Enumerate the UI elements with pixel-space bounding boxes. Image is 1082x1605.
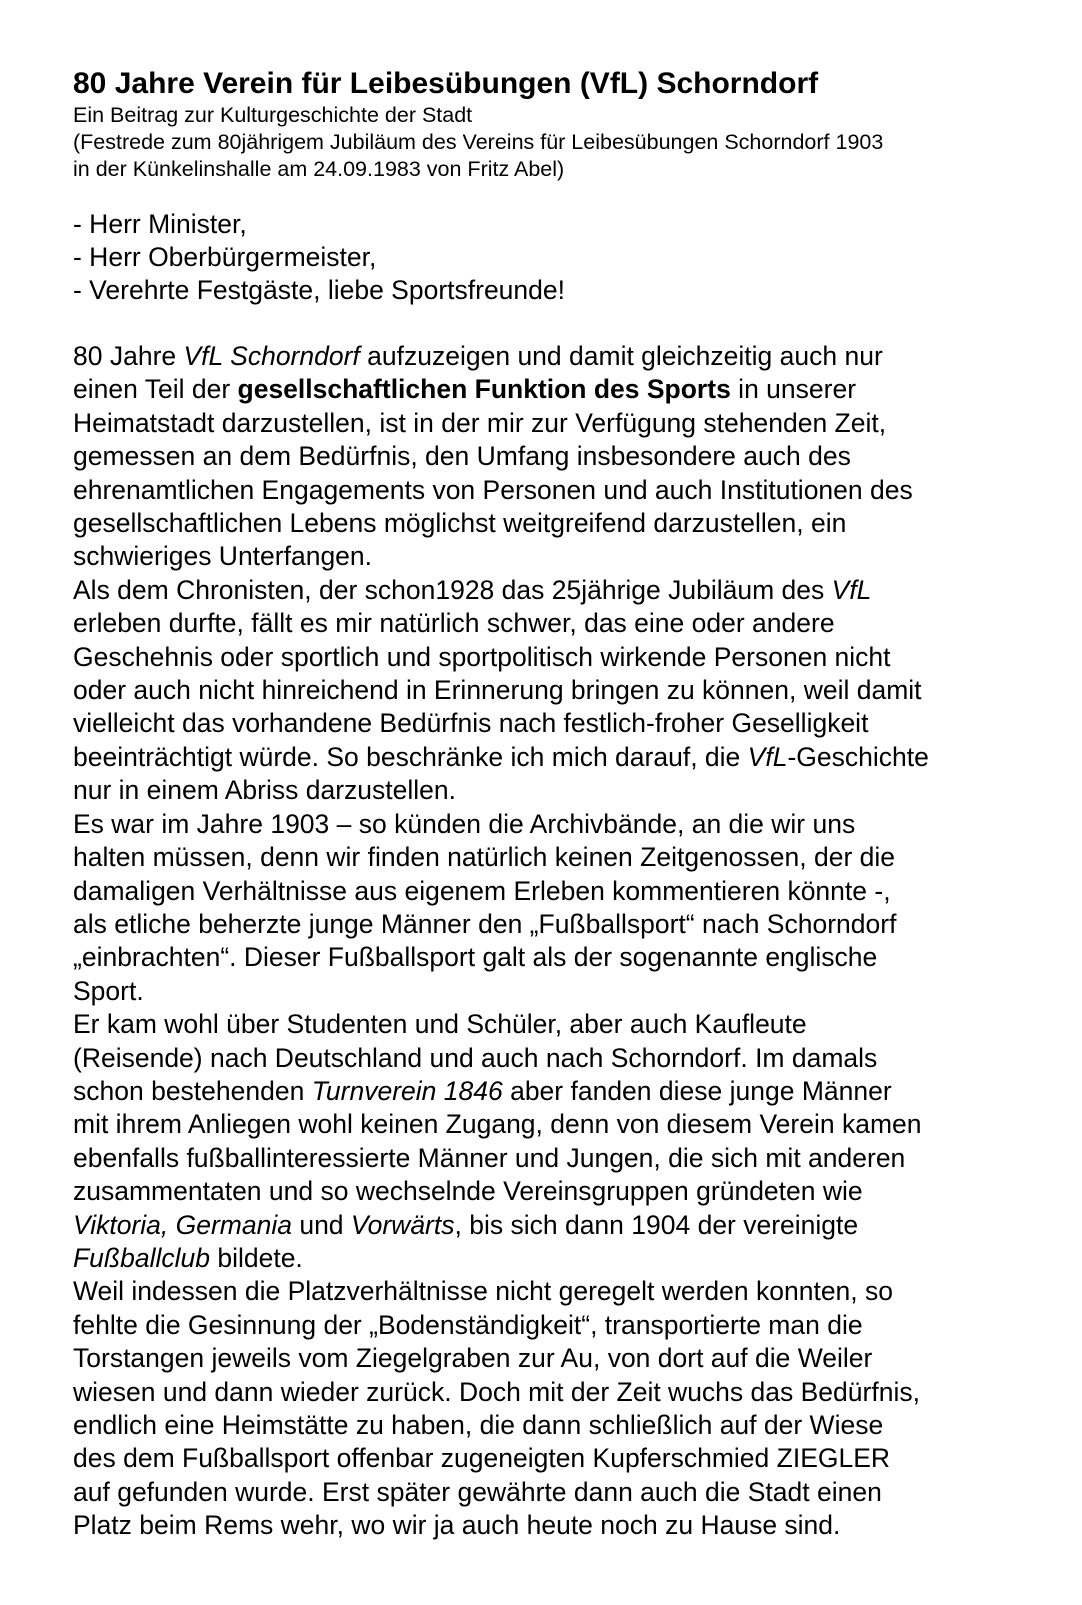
text-run: Als dem Chronisten, der schon1928 das 25jährige Jubiläum des: [73, 574, 832, 605]
greeting-line: - Herr Minister,: [73, 209, 247, 239]
text-run: -Geschichte: [787, 741, 929, 772]
text-line: gemessen an dem Bedürfnis, den Umfang insbesondere auch des: [73, 441, 851, 472]
text-run: 80 Jahre: [73, 341, 184, 371]
text-line: ebenfalls fußballinteressierte Männer und Jungen, die sich mit anderen: [73, 1142, 906, 1173]
document-body: [73, 340, 1042, 1543]
text-line: Geschehnis oder sportlich und sportpolitisch wirkende Personen nicht: [73, 641, 891, 672]
text-line: [73, 574, 1042, 607]
text-line: zusammentaten und so wechselnde Vereinsgruppen gründeten wie: [73, 1176, 863, 1207]
text-line: Weil indessen die Platzverhältnisse nicht geregelt werden konnten, so: [73, 1276, 894, 1307]
text-line: Sport.: [73, 975, 144, 1006]
greeting-line: - Herr Oberbürgermeister,: [73, 242, 377, 272]
text-run: aber fanden diese junge Männer: [502, 1075, 892, 1106]
paragraph-1: [73, 340, 1042, 574]
text-run: einen Teil der: [73, 374, 238, 405]
text-line: „einbrachten“. Dieser Fußballsport galt als der sogenannte englische: [73, 942, 878, 973]
text-line: Torstangen jeweils vom Ziegelgraben zur Au, von dort auf die Weiler: [73, 1343, 873, 1374]
emphasis-text: Turnverein 1846: [311, 1075, 503, 1106]
emphasis-text: VfL: [831, 574, 872, 605]
text-line: auf gefunden wurde. Erst später gewährte dann auch die Stadt einen: [73, 1476, 882, 1507]
text-line: halten müssen, denn wir finden natürlich keinen Zeitgenossen, der die: [73, 842, 896, 873]
text-run: aufzuzeigen und damit gleichzeitig auch nur: [359, 341, 883, 371]
emphasis-text: Viktoria, Germania: [73, 1209, 292, 1240]
greeting-line: - Verehrte Festgäste, liebe Sportsfreunde!: [73, 275, 565, 305]
emphasis-text: VfL Schorndorf: [183, 341, 360, 371]
text-run: und: [291, 1209, 351, 1240]
paragraph-3: [73, 808, 1042, 1008]
text-line: [73, 1209, 1042, 1242]
text-line: wiesen und dann wieder zurück. Doch mit der Zeit wuchs das Bedürfnis,: [73, 1376, 920, 1407]
text-run: schon bestehenden: [73, 1075, 312, 1106]
text-line: schwieriges Unterfangen.: [73, 541, 373, 572]
text-line: [73, 1242, 1042, 1275]
text-line: ehrenamtlichen Engagements von Personen und auch Institutionen des: [73, 474, 913, 505]
text-run: in unserer: [730, 374, 857, 405]
text-line: mit ihrem Anliegen wohl keinen Zugang, denn von diesem Verein kamen: [73, 1109, 922, 1140]
document-subtitle-note-line-1: (Festrede zum 80jährigem Jubiläum des Vereins für Leibesübungen Schorndorf 1903: [73, 130, 884, 154]
document-title: 80 Jahre Verein für Leibesübungen (VfL) Schorndorf: [73, 67, 819, 100]
greetings-block: [73, 208, 1042, 307]
text-line: [73, 1075, 1042, 1108]
text-line: [73, 340, 1042, 373]
text-line: Heimatstadt darzustellen, ist in der mir zur Verfügung stehenden Zeit,: [73, 407, 887, 438]
text-line: endlich eine Heimstätte zu haben, die dann schließlich auf der Wiese: [73, 1410, 884, 1440]
text-line: erleben durfte, fällt es mir natürlich schwer, das eine oder andere: [73, 608, 835, 639]
paragraph-4: [73, 1008, 1042, 1275]
text-line: damaligen Verhältnisse aus eigenem Erleben kommentieren könnte -,: [73, 875, 891, 906]
text-line: fehlte die Gesinnung der „Bodenständigkeit“, transportierte man die: [73, 1309, 863, 1340]
emphasis-text: Vorwärts: [350, 1209, 455, 1240]
document-subtitle-note-line-2: in der Künkelinshalle am 24.09.1983 von Fritz Abel): [73, 157, 565, 181]
text-line: nur in einem Abriss darzustellen.: [73, 775, 456, 806]
text-run: bildete.: [209, 1242, 303, 1273]
text-line: oder auch nicht hinreichend in Erinnerung bringen zu können, weil damit: [73, 675, 922, 706]
text-line: als etliche beherzte junge Männer den „Fußballsport“ nach Schorndorf: [73, 908, 897, 939]
bold-text: gesellschaftlichen Funktion des Sports: [237, 374, 731, 405]
text-line: Er kam wohl über Studenten und Schüler, aber auch Kaufleute: [73, 1009, 807, 1040]
text-line: [73, 373, 1042, 406]
text-line: [73, 741, 1042, 774]
text-line: gesellschaftlichen Lebens möglichst weitgreifend darzustellen, ein: [73, 508, 847, 539]
document-subtitle: Ein Beitrag zur Kulturgeschichte der Stadt: [73, 103, 473, 127]
text-line: (Reisende) nach Deutschland und auch nach Schorndorf. Im damals: [73, 1042, 878, 1073]
emphasis-text: Fußballclub: [73, 1242, 210, 1273]
paragraph-5: [73, 1275, 1042, 1542]
text-run: beeinträchtigt würde. So beschränke ich mich darauf, die: [73, 741, 748, 772]
paragraph-2: [73, 574, 1042, 808]
text-line: des dem Fußballsport offenbar zugeneigten Kupferschmied ZIEGLER: [73, 1443, 891, 1474]
emphasis-text: VfL: [747, 741, 788, 772]
text-line: Platz beim Rems wehr, wo wir ja auch heute noch zu Hause sind.: [73, 1510, 841, 1541]
text-line: vielleicht das vorhandene Bedürfnis nach festlich-froher Geselligkeit: [73, 708, 869, 739]
text-line: Es war im Jahre 1903 – so künden die Archivbände, an die wir uns: [73, 808, 856, 839]
text-run: , bis sich dann 1904 der vereinigte: [454, 1209, 859, 1240]
